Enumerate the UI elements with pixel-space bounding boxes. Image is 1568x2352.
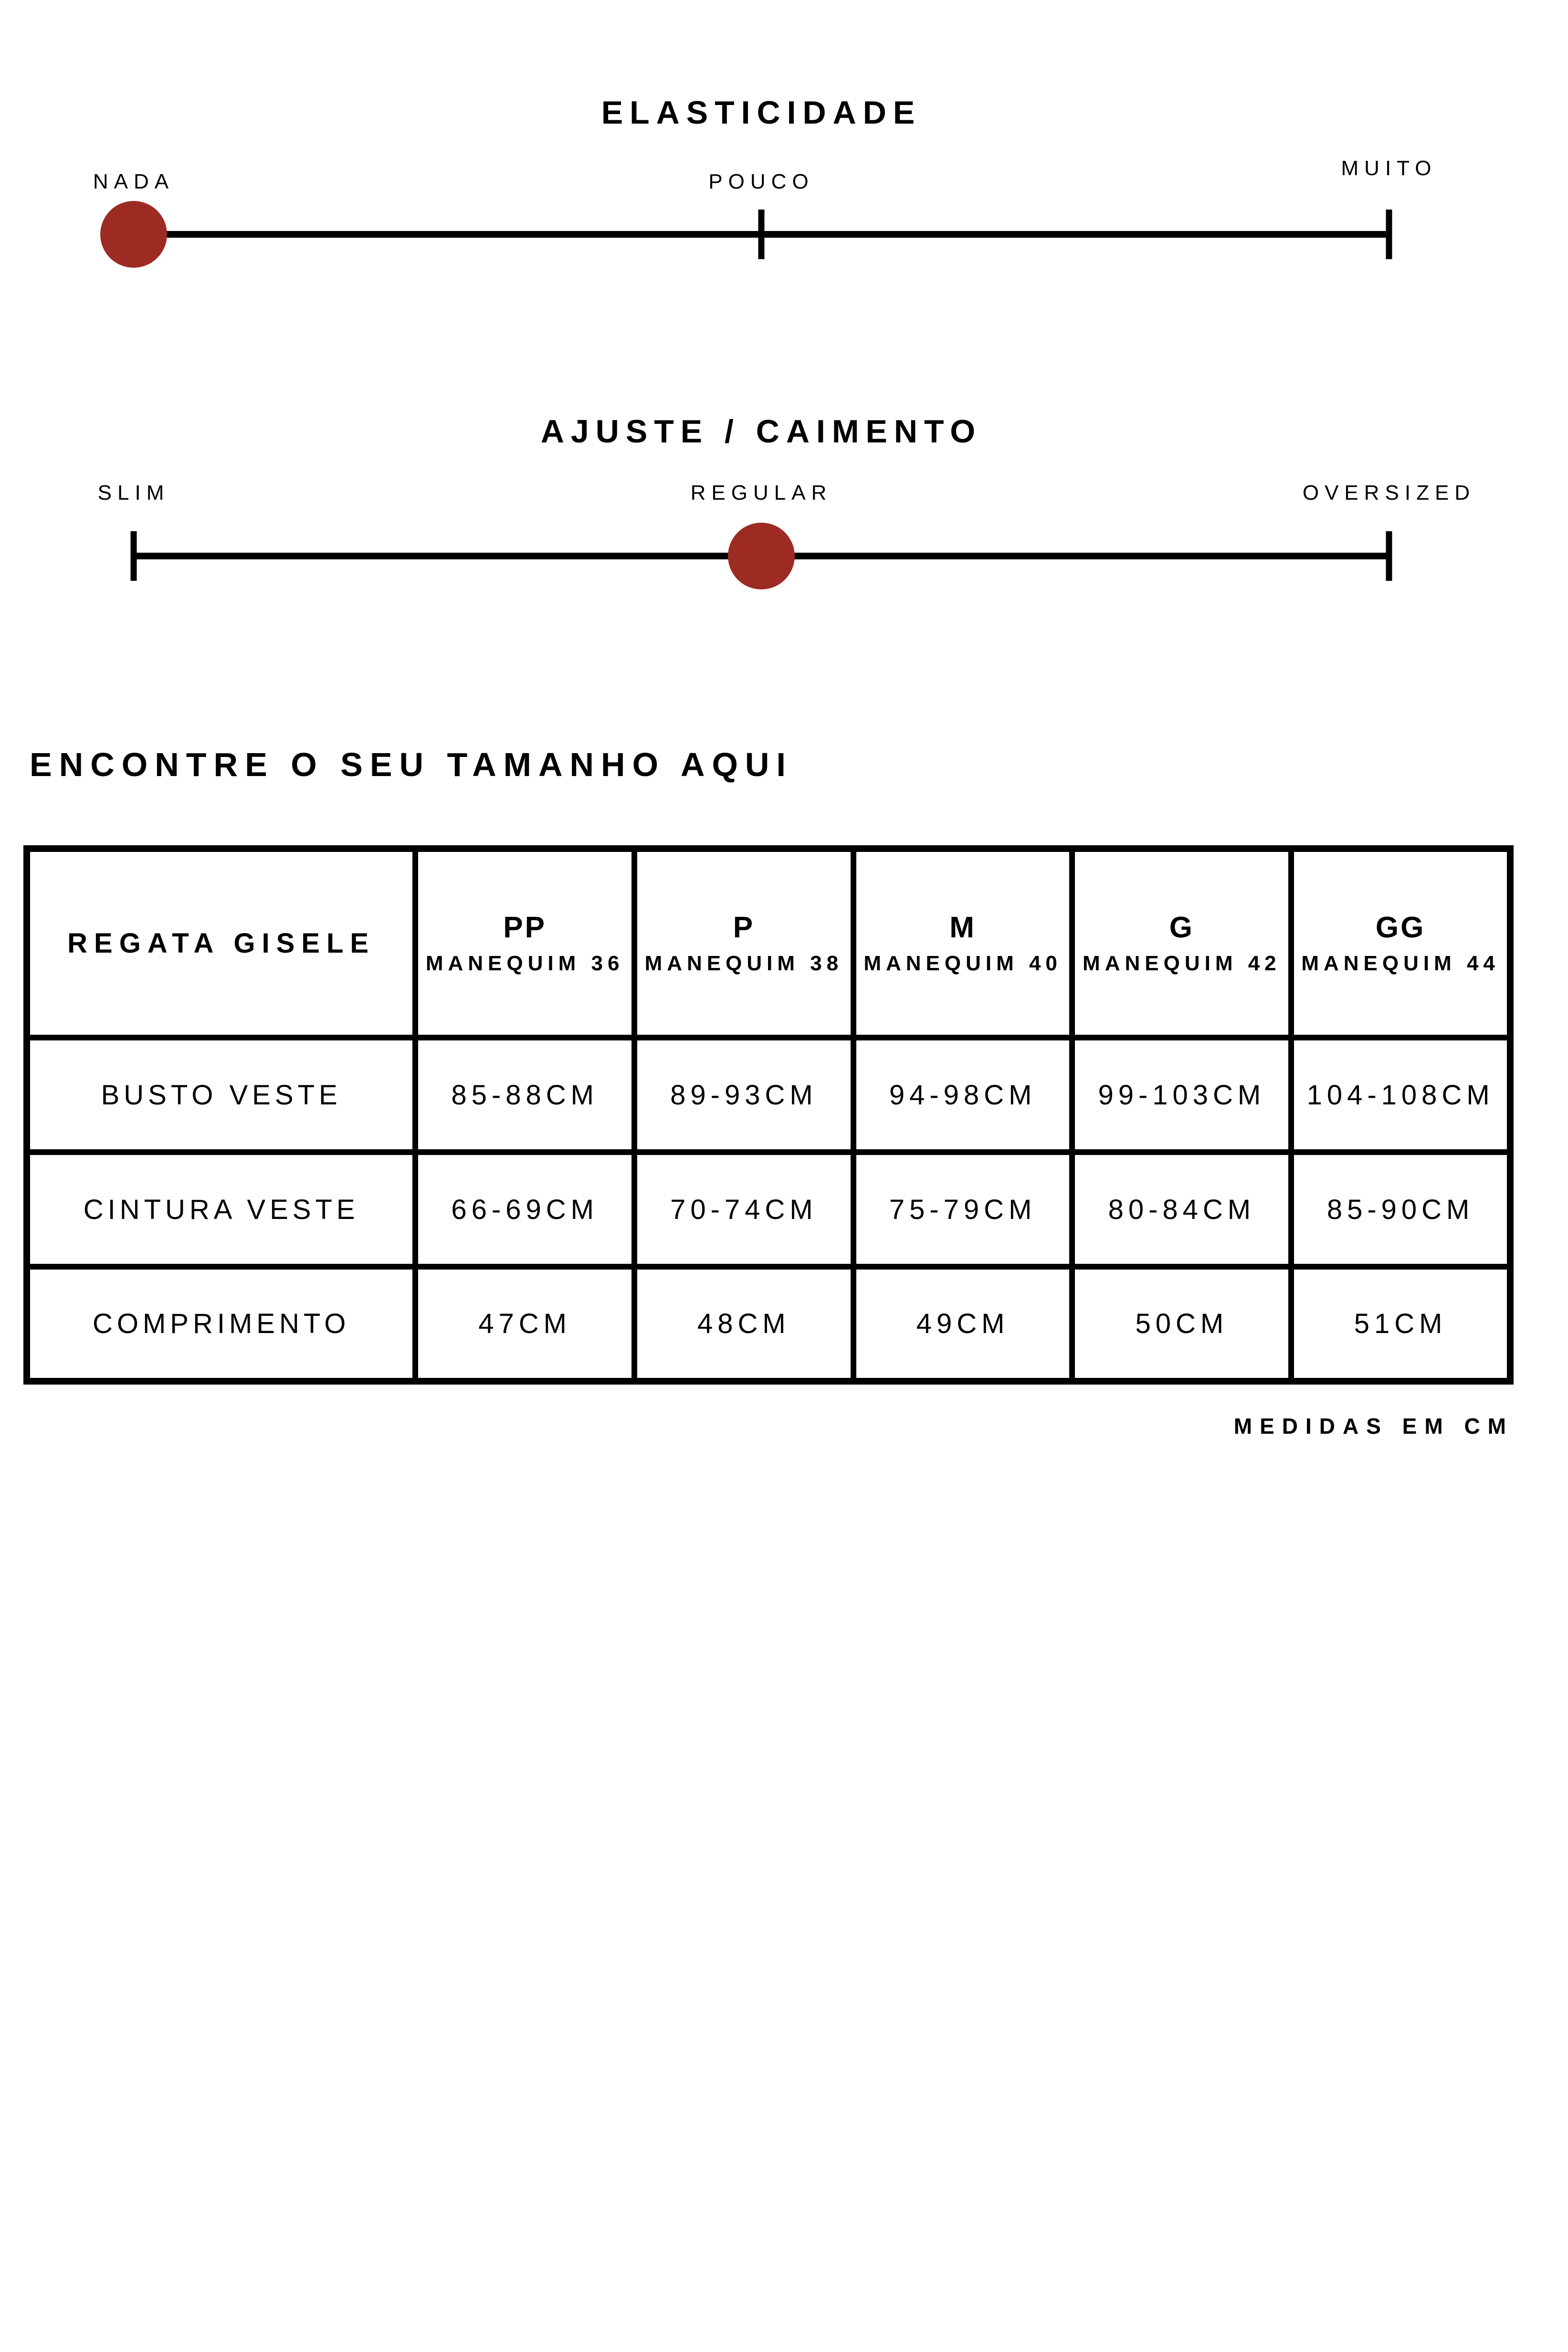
mannequin-label: MANEQUIM 40 [863, 951, 1062, 975]
size-letter: PP [503, 911, 547, 944]
elasticity-section [0, 0, 1568, 238]
product-name-cell [27, 849, 415, 1038]
size-letter: P [733, 911, 755, 944]
fit-section [0, 415, 1568, 559]
cintura-p: 70-74CM [634, 1152, 853, 1267]
table-row-cintura [27, 1152, 1510, 1267]
fit-end-tick [1386, 531, 1392, 581]
busto-p: 89-93CM [634, 1038, 853, 1152]
product-name: REGATA GISELE [67, 928, 376, 959]
size-column-m [853, 849, 1073, 1038]
busto-pp: 85-88CM [415, 1038, 634, 1152]
size-column-p [634, 849, 853, 1038]
elasticity-title: ELASTICIDADE [601, 94, 922, 131]
elasticity-track [134, 231, 1389, 238]
comprimento-g: 50CM [1072, 1267, 1291, 1381]
elasticity-marker-dot [100, 201, 167, 268]
table-row-comprimento [27, 1267, 1510, 1381]
cintura-pp: 66-69CM [415, 1152, 634, 1267]
busto-gg: 104-108CM [1291, 1038, 1510, 1152]
fit-track [134, 553, 1389, 559]
size-guide-heading: ENCONTRE O SEU TAMANHO AQUI [30, 746, 793, 783]
fit-label-slim: SLIM [97, 481, 170, 504]
elasticity-mid-tick [758, 210, 765, 259]
comprimento-pp: 47CM [415, 1267, 634, 1381]
table-row-busto [27, 1038, 1510, 1152]
row-label-busto: BUSTO VESTE [27, 1038, 415, 1152]
size-column-gg [1291, 849, 1510, 1038]
mannequin-label: MANEQUIM 38 [644, 951, 843, 975]
elasticity-scale-labels [93, 157, 1437, 194]
mannequin-label: MANEQUIM 42 [1083, 951, 1281, 975]
row-label-cintura: CINTURA VESTE [27, 1152, 415, 1267]
measurements-note: MEDIDAS EM CM [1233, 1414, 1514, 1438]
fit-scale-labels [97, 481, 1476, 505]
mannequin-label: MANEQUIM 36 [425, 951, 624, 975]
elasticity-label-muito: MUITO [1341, 157, 1437, 180]
size-letter: GG [1375, 911, 1426, 944]
cintura-m: 75-79CM [853, 1152, 1073, 1267]
size-column-pp [415, 849, 634, 1038]
size-letter: M [949, 911, 976, 944]
comprimento-gg: 51CM [1291, 1267, 1510, 1381]
size-table [23, 845, 1514, 1385]
busto-m: 94-98CM [853, 1038, 1073, 1152]
elasticity-label-nada: NADA [93, 170, 175, 193]
comprimento-p: 48CM [634, 1267, 853, 1381]
comprimento-m: 49CM [853, 1267, 1073, 1381]
busto-g: 99-103CM [1072, 1038, 1291, 1152]
row-label-comprimento: COMPRIMENTO [27, 1267, 415, 1381]
cintura-g: 80-84CM [1072, 1152, 1291, 1267]
size-letter: G [1169, 911, 1194, 944]
fit-label-regular: REGULAR [690, 481, 832, 504]
size-table-header-row [27, 849, 1510, 1038]
fit-start-tick [131, 531, 137, 581]
mannequin-label: MANEQUIM 44 [1301, 951, 1500, 975]
size-column-g [1072, 849, 1291, 1038]
fit-title: AJUSTE / CAIMENTO [540, 413, 982, 450]
fit-marker-dot [728, 523, 795, 589]
elasticity-end-tick [1386, 210, 1392, 259]
cintura-gg: 85-90CM [1291, 1152, 1510, 1267]
fit-label-oversized: OVERSIZED [1302, 481, 1476, 504]
elasticity-label-pouco: POUCO [708, 170, 814, 193]
